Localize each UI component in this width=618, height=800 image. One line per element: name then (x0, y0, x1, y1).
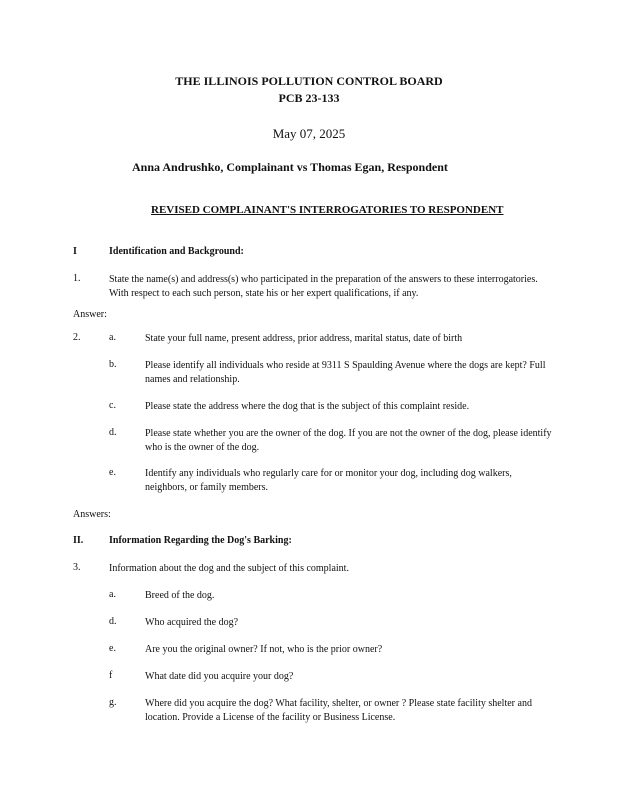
q3-item-text: Are you the original owner? If not, who is the prior owner? (145, 644, 383, 655)
question-3-number: 3. (73, 562, 81, 573)
section-1-number: I (73, 246, 77, 257)
answers-2-label: Answers: (73, 509, 111, 520)
case-number: PCB 23-133 (278, 91, 340, 105)
q3-item-letter: e. (109, 643, 116, 654)
board-title: THE ILLINOIS POLLUTION CONTROL BOARD (175, 74, 443, 88)
parties-line: Anna Andrushko, Complainant vs Thomas Egan, Respondent (132, 160, 448, 174)
document-date: May 07, 2025 (272, 126, 346, 141)
q2-item-text: Please identify all individuals who reside at 9311 S Spaulding Avenue where the dogs are kept? Full names and relationship. (145, 360, 546, 385)
q2-item-text: State your full name, present address, prior address, marital status, date of birth (145, 333, 463, 344)
q3-item-letter: d. (109, 616, 117, 627)
q3-item-text: What date did you acquire your dog? (145, 671, 294, 682)
question-2-number: 2. (73, 332, 81, 343)
q3-item-text: Who acquired the dog? (145, 617, 239, 628)
q2-item-letter: e. (109, 467, 116, 478)
q3-item-letter: g. (109, 697, 117, 708)
question-1-number: 1. (73, 273, 81, 284)
section-2-number: II. (73, 535, 84, 546)
section-1-title: Identification and Background: (109, 246, 244, 257)
answer-1-label: Answer: (73, 309, 107, 320)
q2-item-text: Please state whether you are the owner of the dog. If you are not the owner of the dog, please identify who is the owner of the dog. (145, 428, 552, 453)
document-title: REVISED COMPLAINANT'S INTERROGATORIES TO RESPONDENT (151, 204, 504, 216)
q2-item-text: Identify any individuals who regularly care for or monitor your dog, including dog walkers, neighbors, or family members. (145, 468, 512, 493)
section-2-title: Information Regarding the Dog's Barking: (109, 535, 292, 546)
q3-item-text: Where did you acquire the dog? What facility, shelter, or owner ? Please state facility shelter and location. Provide a License of the facility or Business License. (145, 698, 532, 723)
q3-item-letter: a. (109, 589, 116, 600)
q2-item-letter: c. (109, 400, 116, 411)
q3-item-text: Breed of the dog. (145, 590, 215, 601)
q2-item-letter: d. (109, 427, 117, 438)
question-3-text: Information about the dog and the subject of this complaint. (109, 563, 349, 574)
q3-item-letter: f (109, 670, 113, 681)
q2-item-letter: b. (109, 359, 117, 370)
question-1-text: State the name(s) and address(s) who participated in the preparation of the answers to these interrogatories. With respect to each such person, state his or her expert qualifications, if any. (109, 274, 538, 299)
q2-item-letter: a. (109, 332, 116, 343)
q2-item-text: Please state the address where the dog that is the subject of this complaint reside. (145, 401, 470, 412)
